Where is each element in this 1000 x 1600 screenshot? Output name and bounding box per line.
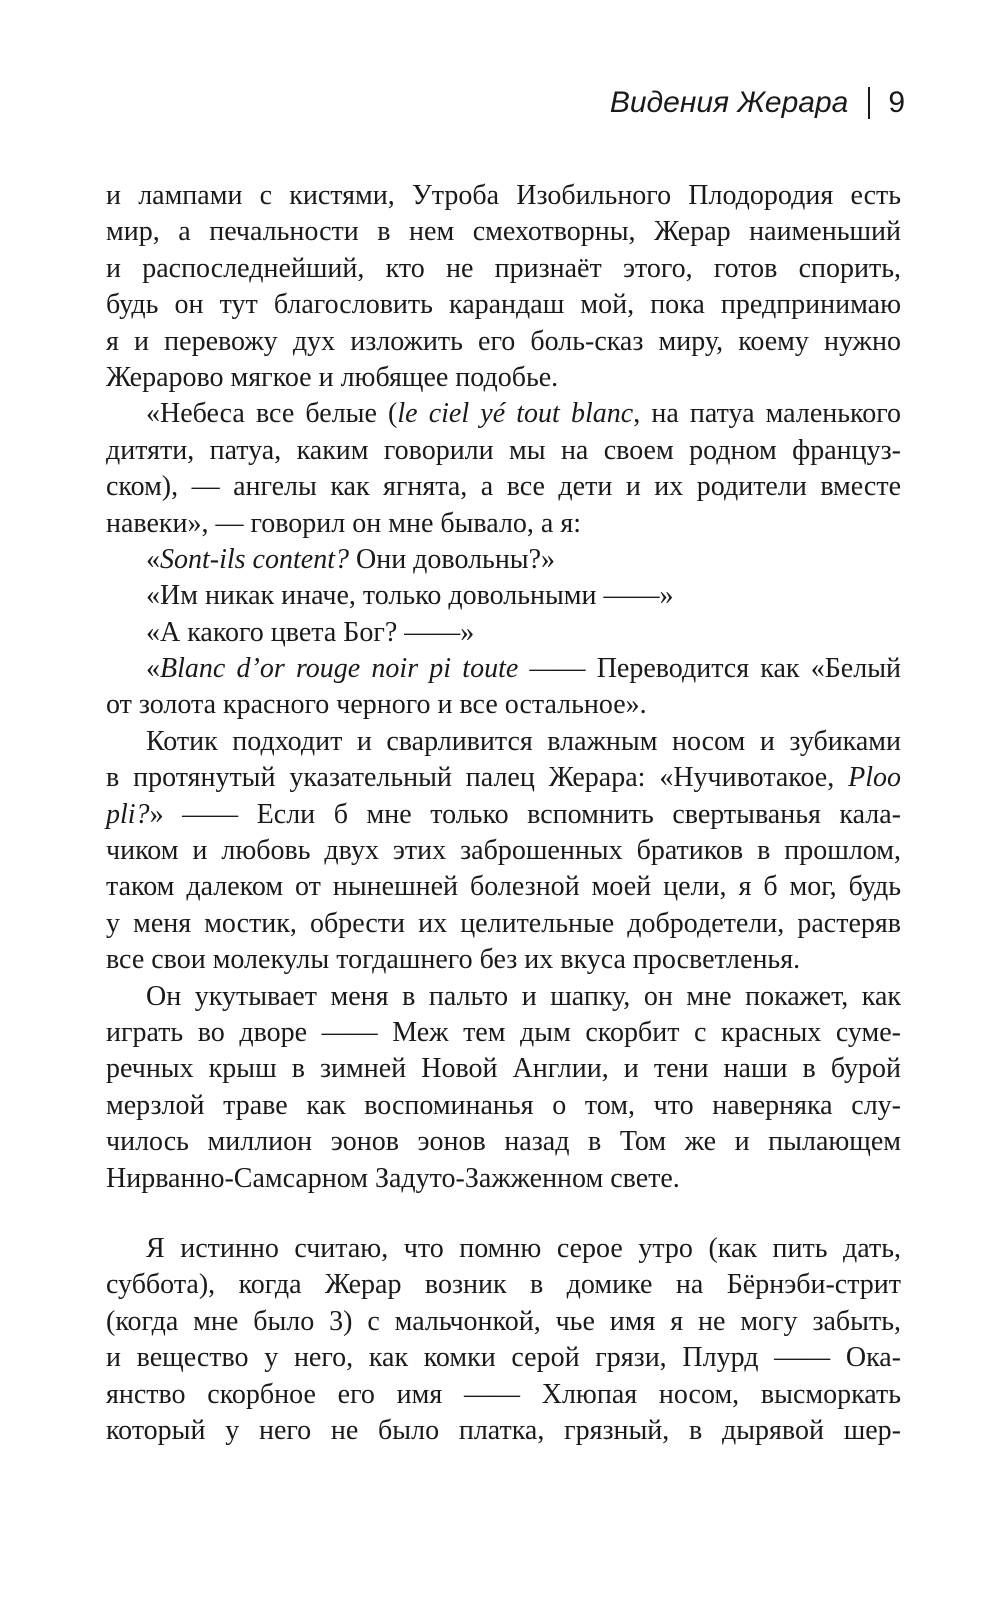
text-line (106, 797, 901, 833)
text-line: и лампами с кистями, Утроба Изобильного Плодородия есть (106, 180, 901, 211)
text-line: ском), — ангелы как ягнята, а все дети и их родители вместе (106, 471, 901, 503)
text-line (106, 651, 901, 687)
paragraph-4 (106, 578, 901, 614)
text-line: навеки», — говорил он мне бывало, а я: (106, 507, 582, 539)
paragraph-1 (106, 178, 901, 396)
body-text (106, 178, 901, 1449)
text-line: дитяти, патуа, каким говорили мы на своем родном француз- (106, 434, 901, 466)
text-line: Он укутывает меня в пальто и шапку, он мне покажет, как (146, 980, 901, 1012)
paragraph-5 (106, 615, 901, 651)
italic-run: Sont-ils content? (160, 543, 349, 575)
text-line: Жерарово мягкое и любящее подобье. (106, 361, 559, 393)
paragraph-6 (106, 651, 901, 724)
text-run: «Небеса все белые ( (146, 398, 398, 430)
text-line: и вещество у него, как комки серой грязи, Плурд —— Ока- (106, 1342, 901, 1374)
text-line: чиком и любовь двух этих заброшенных братиков в прошлом, (106, 835, 901, 867)
text-line (106, 396, 901, 432)
paragraph-8 (106, 979, 901, 1197)
paragraph-3 (106, 542, 901, 578)
page-number: 9 (888, 86, 905, 119)
text-line: и распоследнейший, кто не признаёт этого, готов спорить, (106, 252, 901, 284)
text-line: который у него не было платка, грязный, в дырявой шер- (106, 1414, 901, 1446)
text-line: у меня мостик, обрести их целительные добродетели, растеряв (106, 907, 901, 939)
text-line: будь он тут благословить карандаш мой, пока предпринимаю (106, 289, 901, 321)
paragraph-7 (106, 724, 901, 979)
text-line: Нирванно-Самсарном Задуто-Зажженном свете. (106, 1162, 680, 1194)
text-line: (когда мне было 3) с мальчонкой, чье имя я не могу забыть, (106, 1305, 901, 1337)
running-head (610, 86, 905, 120)
text-line: таком далеком от нынешней болезной моей цели, я б мог, будь (106, 871, 901, 903)
paragraph-2 (106, 396, 901, 542)
text-line: суббота), когда Жерар возник в домике на Бёрнэби-стрит (106, 1269, 901, 1301)
text-line (106, 542, 901, 578)
text-run: Они довольны?» (348, 543, 556, 575)
text-run: « (146, 653, 160, 685)
text-line: «А какого цвета Бог? ——» (146, 616, 475, 648)
italic-run: Blanc d’or rouge noir pi toute (160, 653, 519, 685)
text-line: мир, а печальности в нем смехотворны, Жерар наименьший (106, 216, 901, 248)
text-line: Я истинно считаю, что помню серое утро (как пить дать, (146, 1232, 901, 1264)
text-line: речных крыш в зимней Новой Англии, и тени наши в бурой (106, 1053, 901, 1085)
text-line: мерзлой траве как воспоминанья о том, что наверняка слу- (106, 1089, 901, 1121)
section-break (106, 1197, 901, 1231)
paragraph-9 (106, 1231, 901, 1449)
text-line: все свои молекулы тогдашнего без их вкуса просветленья. (106, 944, 801, 976)
text-line (106, 760, 901, 796)
text-run: в протянутый указательный палец Жерара: «Нучивотакое, (106, 762, 849, 794)
running-head-title: Видения Жерара (609, 86, 849, 119)
italic-run: pli? (106, 798, 150, 830)
text-run: « (146, 543, 160, 575)
text-run: » —— Если б мне только вспомнить свертыванья кала- (149, 798, 901, 830)
text-line: Котик подходит и сварливится влажным носом и зубиками (146, 725, 901, 757)
italic-run: le ciel yé tout blanc (397, 398, 634, 430)
text-line: от золота красного черного и все остальное». (106, 689, 647, 721)
running-head-separator (868, 87, 870, 119)
text-line: чилось миллион эонов эонов назад в Том же и пылающем (106, 1126, 901, 1158)
text-line: янство скорбное его имя —— Хлюпая носом, высморкать (106, 1378, 901, 1410)
text-run: , на патуа маленького (633, 398, 901, 430)
text-line: играть во дворе —— Меж тем дым скорбит с красных суме- (106, 1016, 901, 1048)
text-line: я и перевожу дух изложить его боль-сказ миру, коему нужно (106, 325, 901, 357)
italic-run: Ploo (848, 762, 901, 794)
text-line: «Им никак иначе, только довольными ——» (146, 580, 674, 612)
text-run: —— Переводится как «Белый (518, 653, 901, 685)
